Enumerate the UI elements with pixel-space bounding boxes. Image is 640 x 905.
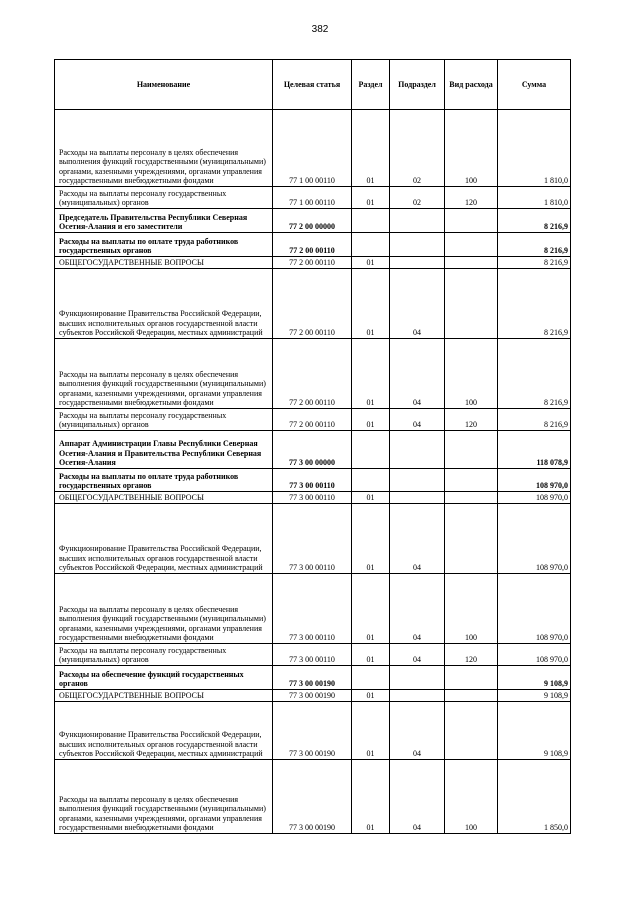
- row-subsection: 02: [390, 110, 445, 187]
- row-subsection: [390, 431, 445, 469]
- row-target: 77 3 00 00190: [273, 690, 352, 702]
- table-row: [55, 504, 571, 574]
- table-row: [55, 469, 571, 492]
- row-target: 77 1 00 00110: [273, 187, 352, 209]
- header-subsection: Подраздел: [390, 60, 445, 110]
- row-section: [352, 666, 390, 690]
- table-row: [55, 431, 571, 469]
- row-name: Расходы на выплаты персоналу в целях обеспечения выполнения функций государственными (муниципальными) органами, казенными учреждениями, органами управления государственными внебюджетными фондами: [55, 760, 273, 834]
- row-expense-type: [445, 492, 498, 504]
- row-amount: 8 216,9: [498, 209, 571, 233]
- row-name: Функционирование Правительства Российской Федерации, высших исполнительных органов государственной власти субъектов Российской Федерации, местных администраций: [55, 702, 273, 760]
- table-row: [55, 339, 571, 409]
- row-amount: 108 970,0: [498, 492, 571, 504]
- row-section: 01: [352, 574, 390, 644]
- row-target: 77 3 00 00190: [273, 666, 352, 690]
- row-section: 01: [352, 110, 390, 187]
- row-target: 77 3 00 00110: [273, 644, 352, 666]
- row-target: 77 3 00 00110: [273, 469, 352, 492]
- table-body: [55, 110, 571, 834]
- row-expense-type: 120: [445, 409, 498, 431]
- row-expense-type: [445, 431, 498, 469]
- row-amount: 9 108,9: [498, 666, 571, 690]
- row-section: [352, 209, 390, 233]
- row-amount: 8 216,9: [498, 269, 571, 339]
- row-amount: 108 970,0: [498, 469, 571, 492]
- row-target: 77 3 00 00190: [273, 702, 352, 760]
- row-amount: 108 970,0: [498, 644, 571, 666]
- row-name: Расходы на обеспечение функций государственных органов: [55, 666, 273, 690]
- row-name: Расходы на выплаты по оплате труда работников государственных органов: [55, 233, 273, 257]
- row-section: 01: [352, 257, 390, 269]
- row-expense-type: [445, 666, 498, 690]
- row-target: 77 3 00 00000: [273, 431, 352, 469]
- row-section: 01: [352, 702, 390, 760]
- row-section: 01: [352, 690, 390, 702]
- row-expense-type: [445, 690, 498, 702]
- row-subsection: 04: [390, 504, 445, 574]
- row-target: 77 3 00 00190: [273, 760, 352, 834]
- row-name: Расходы на выплаты персоналу государственных (муниципальных) органов: [55, 409, 273, 431]
- row-amount: 9 108,9: [498, 702, 571, 760]
- table-row: [55, 690, 571, 702]
- table-row: [55, 257, 571, 269]
- row-amount: 8 216,9: [498, 257, 571, 269]
- row-expense-type: [445, 257, 498, 269]
- row-amount: 1 810,0: [498, 187, 571, 209]
- row-section: [352, 469, 390, 492]
- row-amount: 108 970,0: [498, 504, 571, 574]
- row-section: 01: [352, 339, 390, 409]
- row-target: 77 2 00 00000: [273, 209, 352, 233]
- row-target: 77 3 00 00110: [273, 504, 352, 574]
- row-subsection: [390, 469, 445, 492]
- row-target: 77 2 00 00110: [273, 269, 352, 339]
- row-amount: 118 078,9: [498, 431, 571, 469]
- row-target: 77 2 00 00110: [273, 339, 352, 409]
- page-number: 382: [311, 24, 329, 35]
- row-target: 77 1 00 00110: [273, 110, 352, 187]
- row-target: 77 2 00 00110: [273, 409, 352, 431]
- header-name: Наименование: [55, 60, 273, 110]
- table-row: [55, 110, 571, 187]
- row-expense-type: [445, 702, 498, 760]
- row-section: [352, 431, 390, 469]
- row-expense-type: 100: [445, 574, 498, 644]
- table-row: [55, 233, 571, 257]
- header-section: Раздел: [352, 60, 390, 110]
- row-amount: 1 810,0: [498, 110, 571, 187]
- row-subsection: [390, 209, 445, 233]
- row-target: 77 2 00 00110: [273, 233, 352, 257]
- row-target: 77 3 00 00110: [273, 574, 352, 644]
- row-subsection: [390, 666, 445, 690]
- row-subsection: [390, 233, 445, 257]
- row-expense-type: [445, 269, 498, 339]
- table-row: [55, 269, 571, 339]
- row-name: Функционирование Правительства Российской Федерации, высших исполнительных органов государственной власти субъектов Российской Федерации, местных администраций: [55, 504, 273, 574]
- row-amount: 8 216,9: [498, 339, 571, 409]
- row-name: ОБЩЕГОСУДАРСТВЕННЫЕ ВОПРОСЫ: [55, 690, 273, 702]
- row-expense-type: [445, 233, 498, 257]
- row-subsection: [390, 492, 445, 504]
- table-row: [55, 209, 571, 233]
- row-amount: 9 108,9: [498, 690, 571, 702]
- row-name: Функционирование Правительства Российской Федерации, высших исполнительных органов государственной власти субъектов Российской Федерации, местных администраций: [55, 269, 273, 339]
- row-expense-type: 120: [445, 187, 498, 209]
- row-subsection: 04: [390, 409, 445, 431]
- row-section: 01: [352, 760, 390, 834]
- table-row: [55, 409, 571, 431]
- table-header-row: [55, 60, 571, 110]
- row-name: Расходы на выплаты персоналу в целях обеспечения выполнения функций государственными (муниципальными) органами, казенными учреждениями, органами управления государственными внебюджетными фондами: [55, 110, 273, 187]
- header-expense-type: Вид расхода: [445, 60, 498, 110]
- budget-table: [54, 59, 571, 834]
- table-row: [55, 666, 571, 690]
- row-section: 01: [352, 492, 390, 504]
- row-section: 01: [352, 187, 390, 209]
- row-section: [352, 233, 390, 257]
- row-expense-type: 100: [445, 339, 498, 409]
- row-subsection: 04: [390, 574, 445, 644]
- row-expense-type: [445, 504, 498, 574]
- table-row: [55, 492, 571, 504]
- row-name: ОБЩЕГОСУДАРСТВЕННЫЕ ВОПРОСЫ: [55, 492, 273, 504]
- row-subsection: 04: [390, 702, 445, 760]
- row-expense-type: 100: [445, 110, 498, 187]
- row-name: Расходы на выплаты по оплате труда работников государственных органов: [55, 469, 273, 492]
- row-expense-type: 120: [445, 644, 498, 666]
- row-expense-type: 100: [445, 760, 498, 834]
- row-section: 01: [352, 504, 390, 574]
- header-amount: Сумма: [498, 60, 571, 110]
- row-expense-type: [445, 209, 498, 233]
- row-amount: 8 216,9: [498, 409, 571, 431]
- row-amount: 108 970,0: [498, 574, 571, 644]
- row-name: Расходы на выплаты персоналу в целях обеспечения выполнения функций государственными (муниципальными) органами, казенными учреждениями, органами управления государственными внебюджетными фондами: [55, 574, 273, 644]
- row-target: 77 2 00 00110: [273, 257, 352, 269]
- row-subsection: 04: [390, 760, 445, 834]
- row-name: Расходы на выплаты персоналу государственных (муниципальных) органов: [55, 644, 273, 666]
- table-row: [55, 760, 571, 834]
- header-target: Целевая статья: [273, 60, 352, 110]
- row-subsection: 04: [390, 339, 445, 409]
- row-name: ОБЩЕГОСУДАРСТВЕННЫЕ ВОПРОСЫ: [55, 257, 273, 269]
- row-name: Расходы на выплаты персоналу в целях обеспечения выполнения функций государственными (муниципальными) органами, казенными учреждениями, органами управления государственными внебюджетными фондами: [55, 339, 273, 409]
- table-row: [55, 702, 571, 760]
- row-name: Расходы на выплаты персоналу государственных (муниципальных) органов: [55, 187, 273, 209]
- row-subsection: [390, 690, 445, 702]
- table-row: [55, 574, 571, 644]
- table-row: [55, 644, 571, 666]
- row-section: 01: [352, 269, 390, 339]
- row-subsection: [390, 257, 445, 269]
- row-expense-type: [445, 469, 498, 492]
- row-target: 77 3 00 00110: [273, 492, 352, 504]
- row-subsection: 02: [390, 187, 445, 209]
- row-amount: 1 850,0: [498, 760, 571, 834]
- row-name: Председатель Правительства Республики Северная Осетия-Алания и его заместители: [55, 209, 273, 233]
- row-amount: 8 216,9: [498, 233, 571, 257]
- row-section: 01: [352, 409, 390, 431]
- table-row: [55, 187, 571, 209]
- row-section: 01: [352, 644, 390, 666]
- row-name: Аппарат Администрации Главы Республики Северная Осетия-Алания и Правительства Республики Северная Осетия-Алания: [55, 431, 273, 469]
- row-subsection: 04: [390, 269, 445, 339]
- row-subsection: 04: [390, 644, 445, 666]
